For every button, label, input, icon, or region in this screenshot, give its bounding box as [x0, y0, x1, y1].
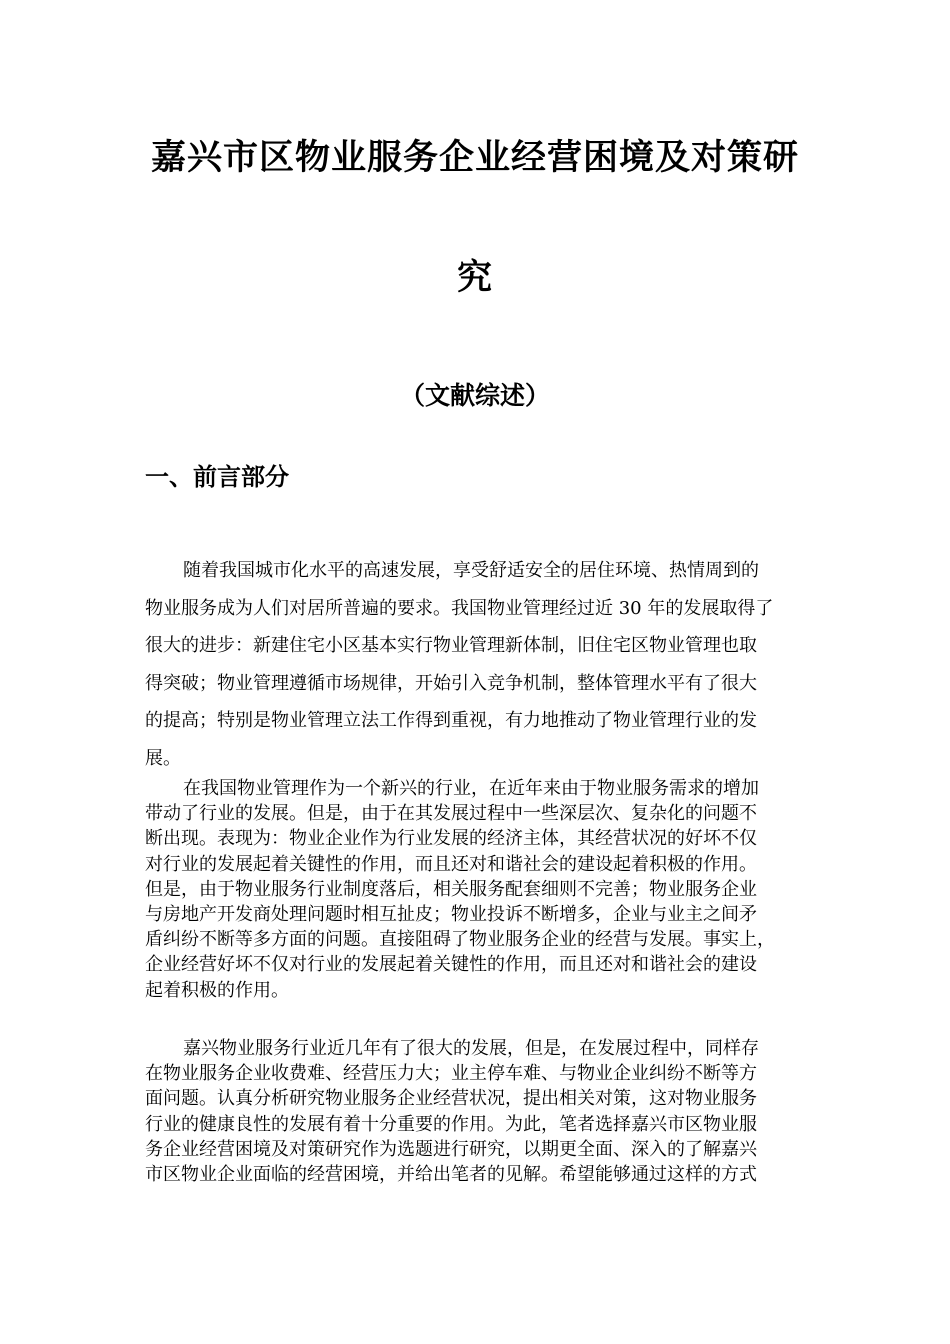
- paragraph-line: 展。: [145, 747, 181, 769]
- section-heading-preface: 一、前言部分: [145, 463, 289, 491]
- paragraph-line: 断出现。表现为：物业企业作为行业发展的经济主体，其经营状况的好坏不仅: [145, 828, 757, 850]
- paragraph-line: 盾纠纷不断等多方面的问题。直接阻碍了物业服务企业的经营与发展。事实上，: [145, 929, 775, 951]
- paragraph-line: 随着我国城市化水平的高速发展，享受舒适安全的居住环境、热情周到的: [183, 560, 759, 581]
- paragraph-line: 务企业经营困境及对策研究作为选题进行研究，以期更全面、深入的了解嘉兴: [145, 1138, 757, 1160]
- body-paragraph-3: [145, 1036, 825, 1187]
- paragraph-line: 企业经营好坏不仅对行业的发展起着关键性的作用，而且还对和谐社会的建设: [145, 954, 757, 976]
- body-paragraph-2: [145, 776, 825, 1003]
- paragraph-line: 物业服务成为人们对居所普遍的要求。我国物业管理经过近 30 年的发展取得了: [145, 597, 774, 619]
- paragraph-line: 起着积极的作用。: [145, 979, 289, 1001]
- paragraph-line: 对行业的发展起着关键性的作用，而且还对和谐社会的建设起着积极的作用。: [145, 853, 757, 875]
- paragraph-line: 很大的进步：新建住宅小区基本实行物业管理新体制，旧住宅区物业管理也取: [145, 635, 757, 656]
- document-title-line-1: 嘉兴市区物业服务企业经营困境及对策研: [150, 138, 799, 178]
- body-paragraph-1: [145, 558, 825, 783]
- paragraph-line: 的提高；特别是物业管理立法工作得到重视，有力地推动了物业管理行业的发: [145, 710, 757, 731]
- paragraph-line: 得突破；物业管理遵循市场规律，开始引入竞争机制，整体管理水平有了很大: [145, 672, 757, 694]
- paragraph-line: 市区物业企业面临的经营困境，并给出笔者的见解。希望能够通过这样的方式: [145, 1163, 757, 1185]
- paragraph-line: 面问题。认真分析研究物业服务企业经营状况，提出相关对策，这对物业服务: [145, 1088, 757, 1110]
- paragraph-line: 在我国物业管理作为一个新兴的行业，在近年来由于物业服务需求的增加: [183, 778, 759, 799]
- document-title-line-2: 究: [456, 258, 493, 298]
- document-subtitle: （文献综述）: [399, 381, 550, 410]
- paragraph-line: 在物业服务企业收费难、经营压力大；业主停车难、与物业企业纠纷不断等方: [145, 1063, 757, 1085]
- paragraph-line: 嘉兴物业服务行业近几年有了很大的发展，但是，在发展过程中，同样存: [183, 1038, 759, 1059]
- paragraph-line: 行业的健康良性的发展有着十分重要的作用。为此，笔者选择嘉兴市区物业服: [145, 1113, 757, 1135]
- paragraph-line: 与房地产开发商处理问题时相互扯皮；物业投诉不断增多，企业与业主之间矛: [145, 903, 757, 925]
- paragraph-line: 但是，由于物业服务行业制度落后，相关服务配套细则不完善；物业服务企业: [145, 878, 757, 900]
- paragraph-line: 带动了行业的发展。但是，由于在其发展过程中一些深层次、复杂化的问题不: [145, 803, 757, 825]
